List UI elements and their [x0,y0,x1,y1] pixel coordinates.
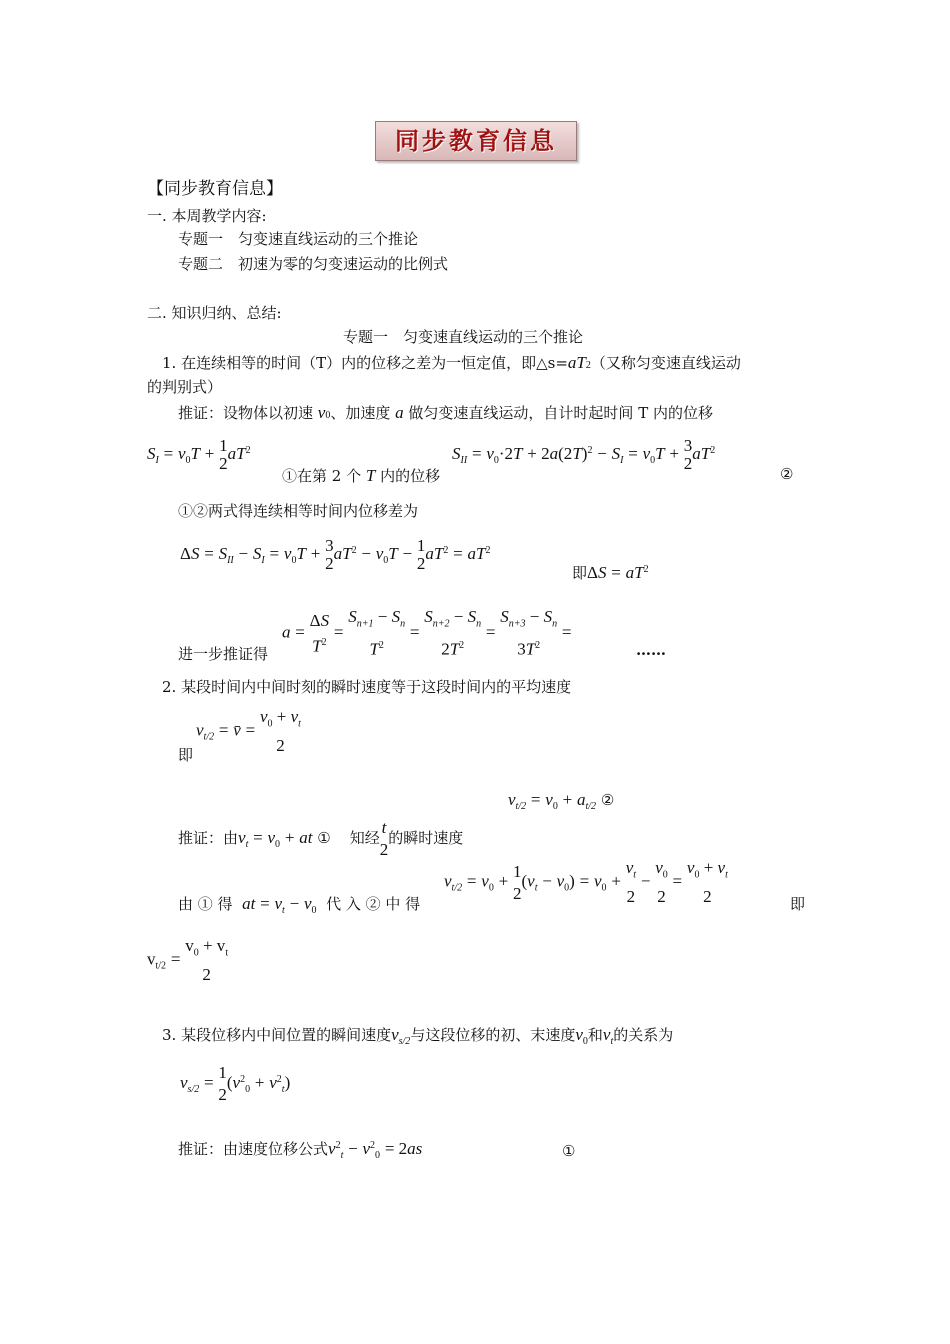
equation-a-ratio: a = ΔS $T^2 = S_{n+1} - S_n$ $T^2 = S_{n+2} - S_n$ $2T^2 = S_{n+3} - S_n$ $3T^2$ = [282,607,572,660]
ji-label-3: 即 [790,895,806,913]
further-text: 进一步推证得 [178,645,269,663]
equation-vt2-a: $v_{t/2} = v_0 + a_{t/2}$ ② [508,790,615,812]
circle-2: ② [780,465,794,483]
section2-title: 二. 知识归纳、总结: [147,304,282,322]
equation-delta-s: $\Delta S = S_{II} - S_I = v_0T + 3$ $2aT^2 - v_0T - 1$ $2aT^2 = aT^2$ [180,536,491,573]
topic-1: 专题一 匀变速直线运动的三个推论 [178,230,419,248]
eq1-tail: ①在第 2 个 T 内的位移 [282,466,441,485]
equation-vs2: $v_{s/2} = 1$ $2(v^2_0 + v^2_t)$ [180,1063,291,1104]
equation-s2: $S_{II} = v_0\cdot 2T + 2a(2T)^2 - S_I = v_0T + 3$ $2aT^2$ [452,436,716,473]
banner-logo: 同步教育信息 [375,121,577,161]
item2-text: 2. 某段时间内中间时刻的瞬时速度等于这段时间内的平均速度 [162,678,572,696]
proof1-text: 推证：设物体以初速 v0、加速度 a 做匀变速直线运动，自计时起时间 T 内的位移 [178,403,713,422]
item1-text-cont: 的判别式） [147,378,223,396]
item3-text: 3. 某段位移内中间位置的瞬间速度$v_{s/2}$与这段位移的初、末速度$v_0$和$v_t$的关系为 [162,1025,674,1047]
item1-text: 1. 在连续相等的时间（T）内的位移之差为一恒定值，即△s=aT2（又称匀变速直线运动 [162,353,741,372]
section2-subtitle: 专题一 匀变速直线运动的三个推论 [343,328,584,346]
equation-vt2-final: $v_{t/2} = v_0 + v_t$ 2 [147,936,229,985]
you1-text: 由 ① 得 at = $v_t - v_0$ 代 入 ② 中 得 [178,894,421,916]
topic-2: 专题二 初速为零的匀变速运动的比例式 [178,255,449,273]
equation-vt2-derived: $v_{t/2} = v_0 + 1$ $2(v_t - v_0) = v_0 + v_t$ $2 - v_0$ $2 = v_0 + v_t$ 2 [444,858,728,907]
section-header: 【同步教育信息】 [147,179,283,199]
equation-s1: $S_I = v_0T + 1$ $2aT^2$ [147,436,251,473]
proof3-text: 推证：由速度位移公式$v^2_t - v^2_0 = 2as$ [178,1139,423,1161]
circle-1-last: ① [562,1142,576,1160]
proof2-text: 推证：由$v_t = v_0$ + at ① 知经t 2的瞬时速度 [178,818,464,859]
ji-label: 即$\Delta S = aT^2$ [572,563,649,582]
equation-vt2: $v_{t/2}$ = v̄ = $v_0 + v_t$ 2 [196,707,301,756]
diff-line: ①②两式得连续相等时间内位移差为 [178,502,419,520]
dots: …… [636,641,666,659]
ji-label-2: 即 [178,746,194,764]
section1-title: 一. 本周教学内容: [147,207,267,225]
